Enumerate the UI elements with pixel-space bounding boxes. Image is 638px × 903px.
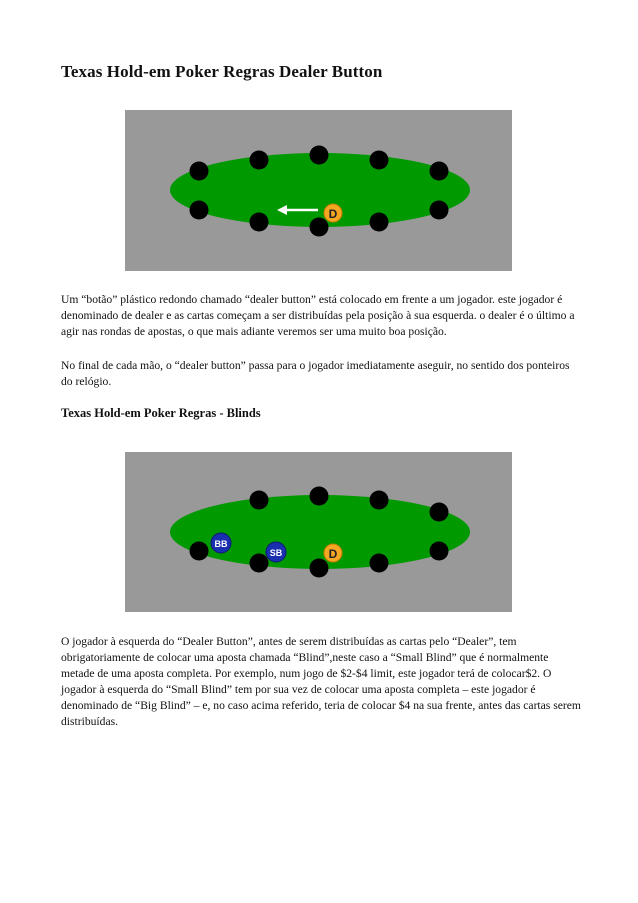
paragraph-button-rotation: No final de cada mão, o “dealer button” passa para o jogador imediatamente aseguir, no sentido dos ponteiros do relógio. <box>61 359 570 388</box>
dealer-button-diagram <box>125 110 512 271</box>
seat <box>310 487 329 506</box>
seat <box>430 162 449 181</box>
seat <box>370 213 389 232</box>
seat <box>250 213 269 232</box>
seat <box>370 151 389 170</box>
blinds-diagram <box>125 452 512 612</box>
seat <box>430 503 449 522</box>
seat <box>190 162 209 181</box>
seat <box>190 201 209 220</box>
seat <box>190 542 209 561</box>
seat <box>310 559 329 578</box>
section-title-blinds: Texas Hold-em Poker Regras - Blinds <box>61 406 261 420</box>
seat <box>310 146 329 165</box>
seat <box>430 201 449 220</box>
big-blind-label: BB <box>214 539 228 549</box>
small-blind-label: SB <box>269 548 283 558</box>
seat <box>250 491 269 510</box>
seat <box>250 151 269 170</box>
seat <box>370 491 389 510</box>
paragraph-blinds: O jogador à esquerda do “Dealer Button”, antes de serem distribuídas as cartas pelo “Dealer”, tem obrigatoriamente de colocar uma aposta chamada “Blind”,neste caso a “Small Blind” que é normalmente metade de uma aposta completa. Por exemplo, num jogo de $2-$4 limit, este jogador terá de colocar$2. O jogador à esquerda do “Small Blind” tem por sua vez de colocar uma aposta completa – este jogador é denominado de “Big Blind” – e, no caso acima referido, teria de colocar $4 na sua frente, antes das cartas serem distribuídas. <box>61 635 581 728</box>
dealer-button-chip <box>324 204 342 222</box>
seat <box>430 542 449 561</box>
seat <box>250 554 269 573</box>
page-title: Texas Hold-em Poker Regras Dealer Button <box>61 62 383 81</box>
dealer-button-chip <box>324 544 342 562</box>
big-blind-chip <box>211 533 231 553</box>
dealer-chip-label: D <box>328 207 338 221</box>
small-blind-chip <box>266 542 286 562</box>
seat <box>370 554 389 573</box>
paragraph-dealer-button: Um “botão” plástico redondo chamado “dealer button” está colocado em frente a um jogador. este jogador é denominado de dealer e as cartas começam a ser distribuídas pela posição à sua esquerda. o dealer é o último a agir nas rondas de apostas, o que mais adiante veremos ser uma muito boa posição. <box>61 293 575 338</box>
dealer-chip-label: D <box>328 547 338 561</box>
seat <box>310 218 329 237</box>
poker-table <box>170 495 470 569</box>
